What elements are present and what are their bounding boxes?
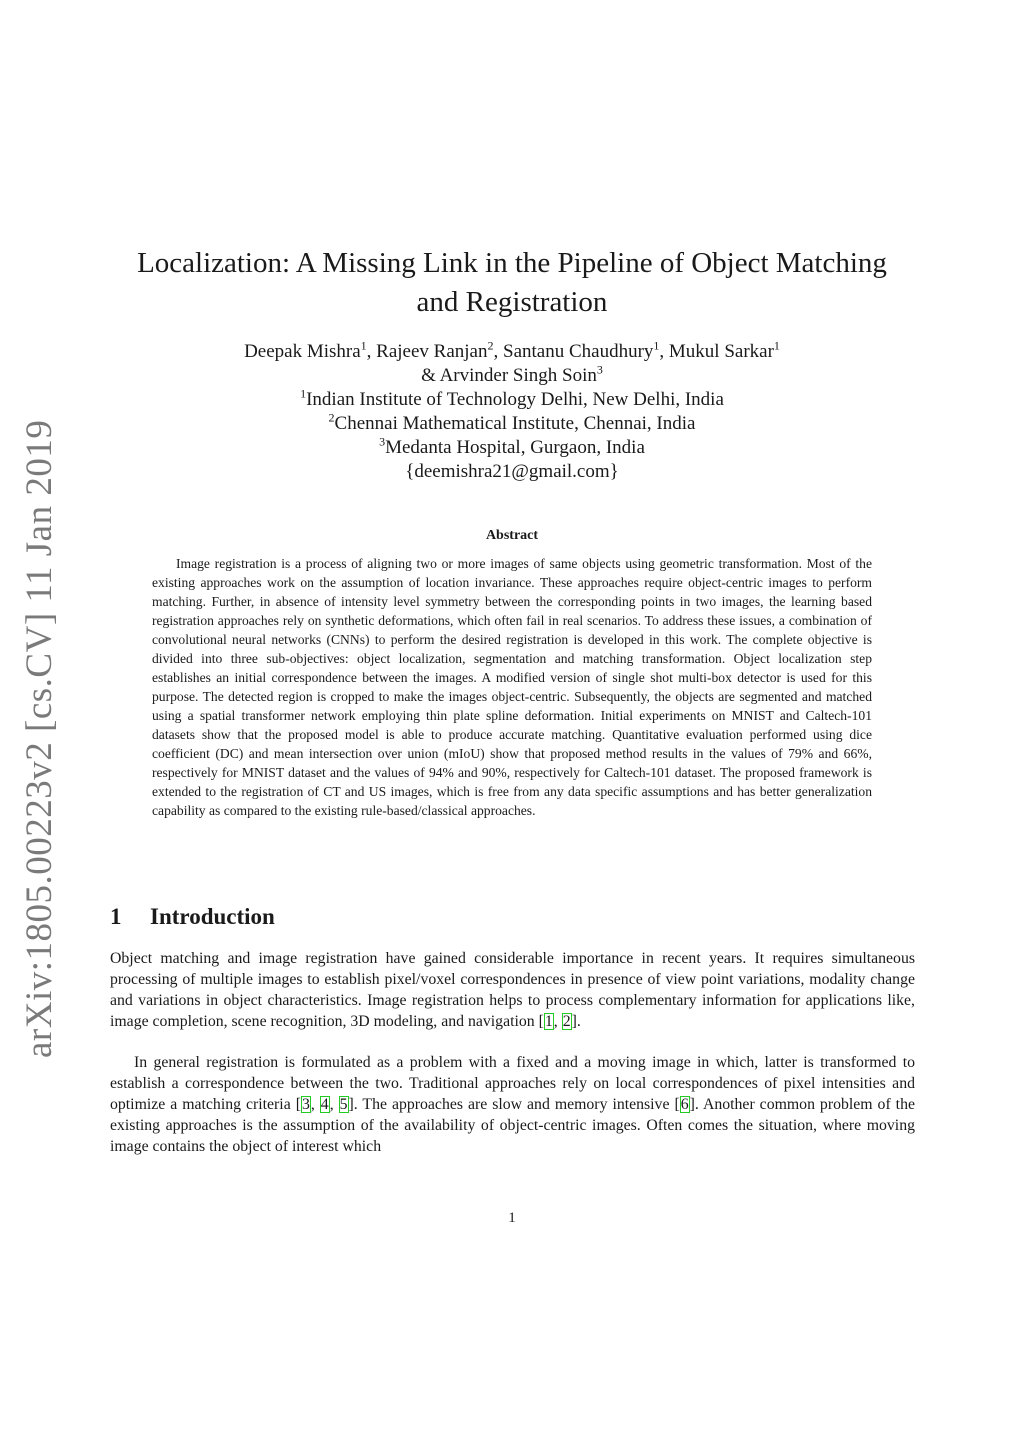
author-affiliation-mark: 3	[596, 362, 603, 377]
intro-paragraph: Object matching and image registration have gained considerable importance in recent years. It requires simultaneous processing of multiple images to establish pixel/voxel correspondences in presence of view point variations, modality change and variations in object characteristics. Image registration helps to process complementary information for applications like, image completion, scene recognition, 3D modeling, and navigation [1, 2].	[110, 950, 915, 1030]
author-affiliation-mark: 1	[360, 338, 367, 353]
abstract-heading: Abstract	[485, 528, 539, 543]
paper-title	[112, 244, 912, 322]
citation-link[interactable]: 5	[339, 1096, 348, 1113]
arxiv-identifier: arXiv:1805.00223v2 [cs.CV] 11 Jan 2019	[19, 419, 60, 1058]
author-affiliation-mark: 1	[653, 338, 660, 353]
title-line-1: Localization: A Missing Link in the Pipeline of Object Matching	[137, 247, 887, 279]
author-name: , Santanu Chaudhury	[493, 341, 654, 362]
section-number: 1	[110, 904, 122, 929]
affiliation: $^1$Indian Institute of Technology Delhi, New Delhi, India	[300, 386, 724, 410]
citation-link[interactable]: 2	[562, 1013, 571, 1030]
intro-paragraph: In general registration is formulated as a problem with a fixed and a moving image in which, latter is transformed to establish a correspondence between the two. Traditional approaches rely on local correspondences of pixel intensities and optimize a matching criteria [3, 4, 5]. The approaches are slow and memory intensive [6]. Another common problem of the existing approaches is the assumption of the availability of object-centric images. Often comes the situation, where moving image contains the object of interest which	[110, 1054, 915, 1155]
contact-email: {deemishra21@gmail.com}	[405, 461, 619, 482]
author-name: Deepak Mishra	[244, 341, 361, 362]
citation-group: [6].	[674, 1096, 699, 1113]
affiliation: $^3$Medanta Hospital, Gurgaon, India	[379, 434, 645, 458]
author-list	[112, 340, 912, 364]
citation-group: [3, 4, 5].	[295, 1096, 358, 1113]
citation-link[interactable]: 3	[301, 1096, 310, 1113]
author-block	[112, 340, 912, 484]
section-title: Introduction	[150, 904, 275, 929]
affiliation: $^2$Chennai Mathematical Institute, Chennai, India	[328, 410, 696, 434]
author-affiliation-mark: 2	[487, 338, 494, 353]
author-name: , Rajeev Ranjan	[366, 341, 488, 362]
page-number: 1	[508, 1210, 516, 1226]
citation-link[interactable]: 4	[320, 1096, 329, 1113]
citation-link[interactable]: 1	[544, 1013, 553, 1030]
author-affiliation-mark: 1	[773, 338, 780, 353]
title-line-2: and Registration	[416, 286, 608, 318]
author-list-line-2	[112, 364, 912, 388]
author-name: , Mukul Sarkar	[659, 341, 774, 362]
citation-group: [1, 2].	[538, 1013, 581, 1030]
citation-link[interactable]: 6	[680, 1096, 689, 1113]
section-heading	[110, 904, 275, 930]
abstract-body: Image registration is a process of aligning two or more images of same objects using geometric transformation. Most of the existing approaches work on the assumption of location invariance. These approaches require object-centric images to perform matching. Further, in absence of intensity level symmetry between the corresponding points in two images, the learning based registration approaches rely on synthetic deformations, which often fail in real scenarios. To address these issues, a combination of convolutional neural networks (CNNs) to perform the desired registration is developed in this work. The complete objective is divided into three sub-objectives: object localization, segmentation and matching transformation. Object localization step establishes an initial correspondence between the images. A modified version of single shot multi-box detector is used for this purpose. The detected region is cropped to make the images object-centric. Subsequently, the objects are segmented and matched using a spatial transformer network employing thin plate spline deformation. Initial experiments on MNIST and Caltech-101 datasets show that the proposed model is able to produce accurate matching. Quantitative evaluation performed using dice coefficient (DC) and mean intersection over union (mIoU) show that proposed method results in the values of 79% and 66%, respectively for MNIST dataset and the values of 94% and 90%, respectively for Caltech-101 dataset. The proposed framework is extended to the registration of CT and US images, which is free from any data specific assumptions and has better generalization capability as compared to the existing rule-based/classical approaches.	[152, 556, 872, 818]
author-name: & Arvinder Singh Soin	[421, 365, 597, 386]
